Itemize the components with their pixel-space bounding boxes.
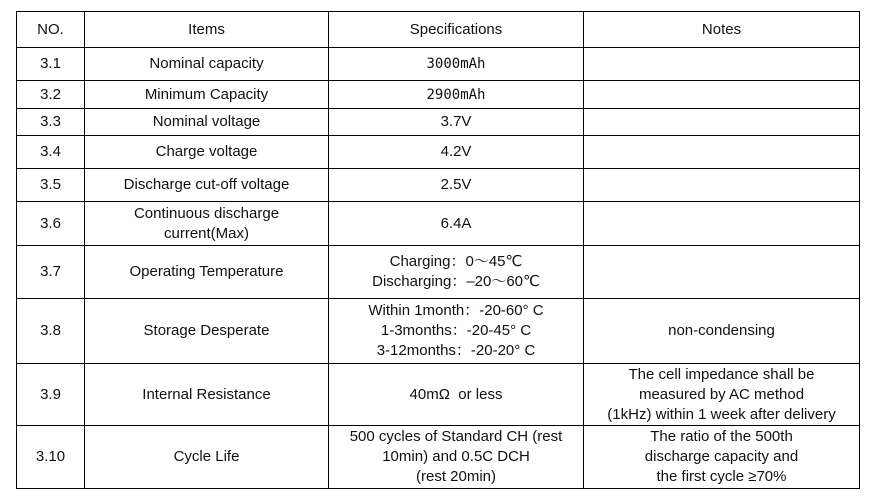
spec-value — [329, 202, 584, 246]
row-number: 3.10 — [17, 426, 85, 489]
spec-line: 3000mAh — [426, 56, 486, 72]
spec-line: 10min) and 0.5C DCH — [382, 448, 530, 465]
spec-line: 2900mAh — [426, 86, 486, 103]
spec-line: 1-3months：-20-45° C — [380, 322, 532, 339]
header-specifications: Specifications — [329, 12, 584, 48]
spec-line: (rest 20min) — [415, 468, 497, 485]
table-row — [17, 364, 860, 426]
spec-value — [329, 81, 584, 109]
header-row — [17, 12, 860, 48]
notes-cell — [584, 426, 860, 489]
spec-line: 500 cycles of Standard CH (rest — [349, 428, 563, 445]
item-name: Charge voltage — [85, 136, 329, 169]
row-number: 3.5 — [17, 169, 85, 202]
spec-value — [329, 364, 584, 426]
note-line: non-condensing — [668, 322, 775, 339]
specifications-table — [16, 11, 860, 489]
table-row — [17, 246, 860, 299]
spec-value — [329, 48, 584, 81]
item-name — [85, 202, 329, 246]
row-number: 3.1 — [17, 48, 85, 81]
table-row — [17, 136, 860, 169]
item-name: Operating Temperature — [85, 246, 329, 299]
notes-cell — [584, 364, 860, 426]
row-number: 3.2 — [17, 81, 85, 109]
row-number: 3.8 — [17, 299, 85, 364]
note-line: discharge capacity and — [644, 448, 799, 465]
notes-cell — [584, 109, 860, 136]
note-line: (1kHz) within 1 week after delivery — [607, 405, 836, 423]
spec-line: Discharging：–20～60℃ — [372, 273, 540, 290]
item-name: Cycle Life — [85, 426, 329, 489]
notes-cell — [584, 299, 860, 364]
spec-value — [329, 299, 584, 364]
spec-value — [329, 136, 584, 169]
item-name: Internal Resistance — [85, 364, 329, 426]
row-number: 3.4 — [17, 136, 85, 169]
notes-cell — [584, 246, 860, 299]
header-items: Items — [85, 12, 329, 48]
item-name: Nominal voltage — [85, 109, 329, 136]
notes-cell — [584, 169, 860, 202]
table-row — [17, 202, 860, 246]
item-name: Storage Desperate — [85, 299, 329, 364]
notes-cell — [584, 202, 860, 246]
item-name: Discharge cut-off voltage — [85, 169, 329, 202]
spec-line: 6.4A — [440, 214, 472, 232]
spec-value — [329, 426, 584, 489]
note-line: the first cycle ≥70% — [656, 468, 787, 485]
table-row — [17, 169, 860, 202]
row-number: 3.6 — [17, 202, 85, 246]
spec-value — [329, 169, 584, 202]
notes-cell — [584, 136, 860, 169]
table-row — [17, 426, 860, 489]
spec-line: 3-12months：-20-20° C — [376, 342, 536, 359]
table-row — [17, 109, 860, 136]
item-name: Nominal capacity — [85, 48, 329, 81]
spec-value — [329, 246, 584, 299]
header-notes: Notes — [584, 12, 860, 48]
spec-line: 40mΩ or less — [409, 385, 503, 403]
row-number: 3.9 — [17, 364, 85, 426]
item-name: Minimum Capacity — [85, 81, 329, 109]
row-number: 3.3 — [17, 109, 85, 136]
spec-line: 4.2V — [440, 143, 472, 160]
note-line: The cell impedance shall be — [628, 365, 815, 383]
table-row — [17, 299, 860, 364]
notes-cell — [584, 48, 860, 81]
table-row — [17, 81, 860, 109]
item-name-text: Continuous discharge current(Max) — [133, 204, 280, 242]
table-row — [17, 48, 860, 81]
spec-line: 3.7V — [440, 113, 472, 130]
spec-line: 2.5V — [440, 176, 472, 193]
spec-line: Charging：0～45℃ — [389, 253, 523, 270]
spec-value — [329, 109, 584, 136]
note-line: The ratio of the 500th — [650, 428, 793, 445]
row-number: 3.7 — [17, 246, 85, 299]
note-line: measured by AC method — [638, 385, 805, 403]
spec-line: Within 1month：-20-60° C — [368, 302, 544, 319]
notes-cell — [584, 81, 860, 109]
header-no: NO. — [17, 12, 85, 48]
